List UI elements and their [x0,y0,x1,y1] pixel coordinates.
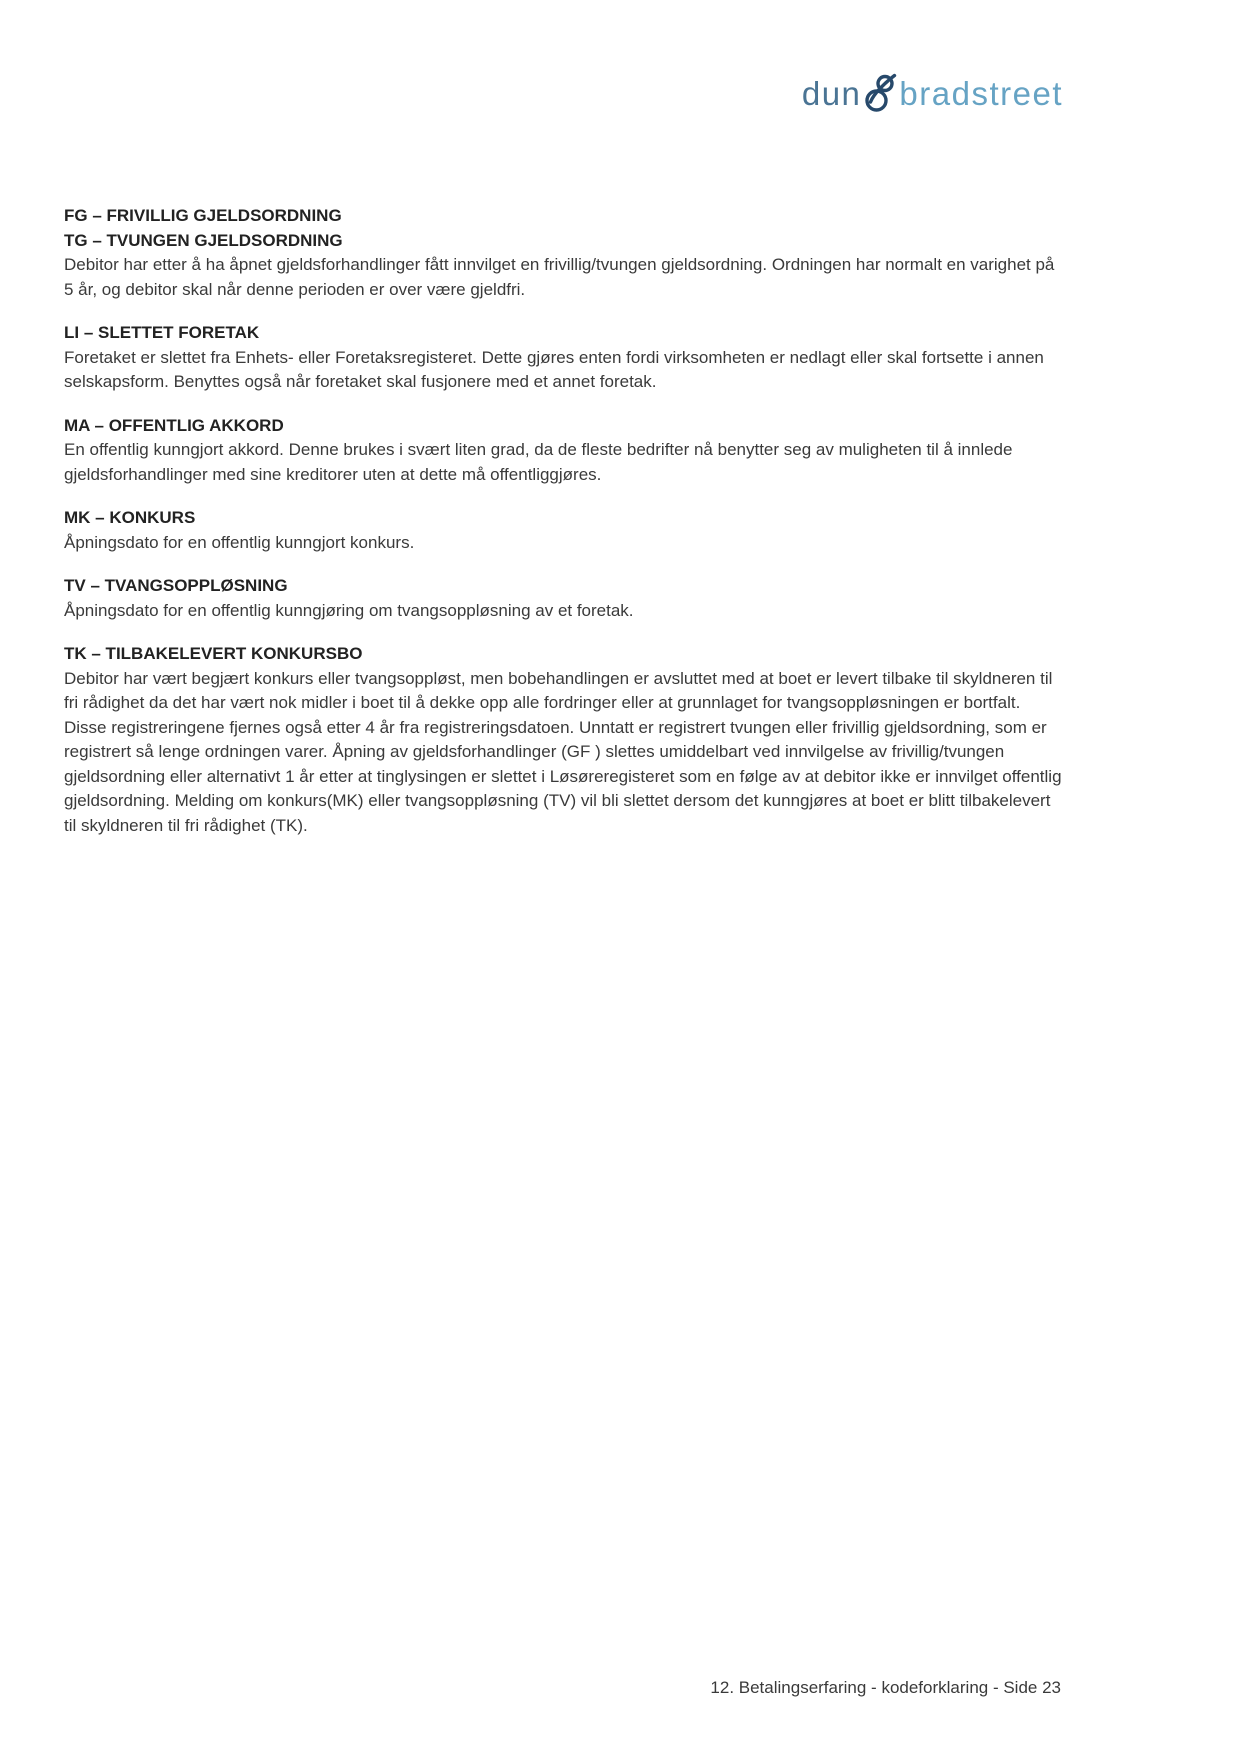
section-fg-tg [64,204,1062,302]
logo-word-dun: dun [801,74,862,112]
section-body: Debitor har etter å ha åpnet gjeldsforhandlinger fått innvilget en frivillig/tvungen gjeldsordning. Ordningen har normalt en varighet på 5 år, og debitor skal når denne perioden er over være gjeldfri. [64,255,1055,299]
section-body: Debitor har vært begjært konkurs eller tvangsoppløst, men bobehandlingen er avsluttet med at boet er levert tilbake til skyldneren til fri rådighet da det har vært nok midler i boet til å dekke opp alle fordringer eller at grunnlaget for tvangsoppløsningen er bortfalt. Disse registreringene fjernes også etter 4 år fra registreringsdatoen. Unntatt er registrert tvungen eller frivillig gjeldsordning, som er registrert så lenge ordningen varer. Åpning av gjeldsforhandlinger (GF ) slettes umiddelbart ved innvilgelse av frivillig/tvungen gjeldsordning eller alternativt 1 år etter at tinglysingen er slettet i Løsøreregisteret som en følge av at debitor ikke er innvilget offentlig gjeldsordning. Melding om konkurs(MK) eller tvangsoppløsning (TV) vil bli slettet dersom det kunngjøres at boet er blitt tilbakelevert til skyldneren til fri rådighet (TK). [64,668,1062,835]
dun-and-bradstreet-logo [802,72,1063,114]
section-body: Åpningsdato for en offentlig kunngjøring om tvangsoppløsning av et foretak. [64,600,634,620]
section-tv [64,574,1062,623]
ampersand-icon [863,73,897,115]
section-heading: TK – TILBAKELEVERT KONKURSBO [64,644,363,663]
section-heading: LI – SLETTET FORETAK [64,323,260,342]
section-ma [64,414,1062,488]
logo-word-bradstreet: bradstreet [899,74,1063,112]
page-footer: 12. Betalingserfaring - kodeforklaring - Side 23 [710,1678,1061,1697]
section-tk [64,642,1062,838]
section-heading: MK – KONKURS [64,508,196,527]
section-heading: MA – OFFENTLIG AKKORD [64,415,284,435]
document-content [64,204,1062,857]
section-body: Åpningsdato for en offentlig kunngjort konkurs. [64,532,415,552]
section-li [64,321,1062,395]
section-body: En offentlig kunngjort akkord. Denne brukes i svært liten grad, da de fleste bedrifter nå benytter seg av muligheten til å innlede gjeldsforhandlinger med sine kreditorer uten at dette må offentliggjøres. [64,440,1013,484]
section-heading: TV – TVANGSOPPLØSNING [64,576,288,595]
section-mk [64,506,1062,555]
section-body: Foretaket er slettet fra Enhets- eller Foretaksregisteret. Dette gjøres enten fordi virksomheten er nedlagt eller skal fortsette i annen selskapsform. Benyttes også når foretaket skal fusjonere med et annet foretak. [64,347,1044,391]
section-heading: TG – TVUNGEN GJELDSORDNING [64,230,343,250]
section-heading: FG – FRIVILLIG GJELDSORDNING [64,206,342,225]
